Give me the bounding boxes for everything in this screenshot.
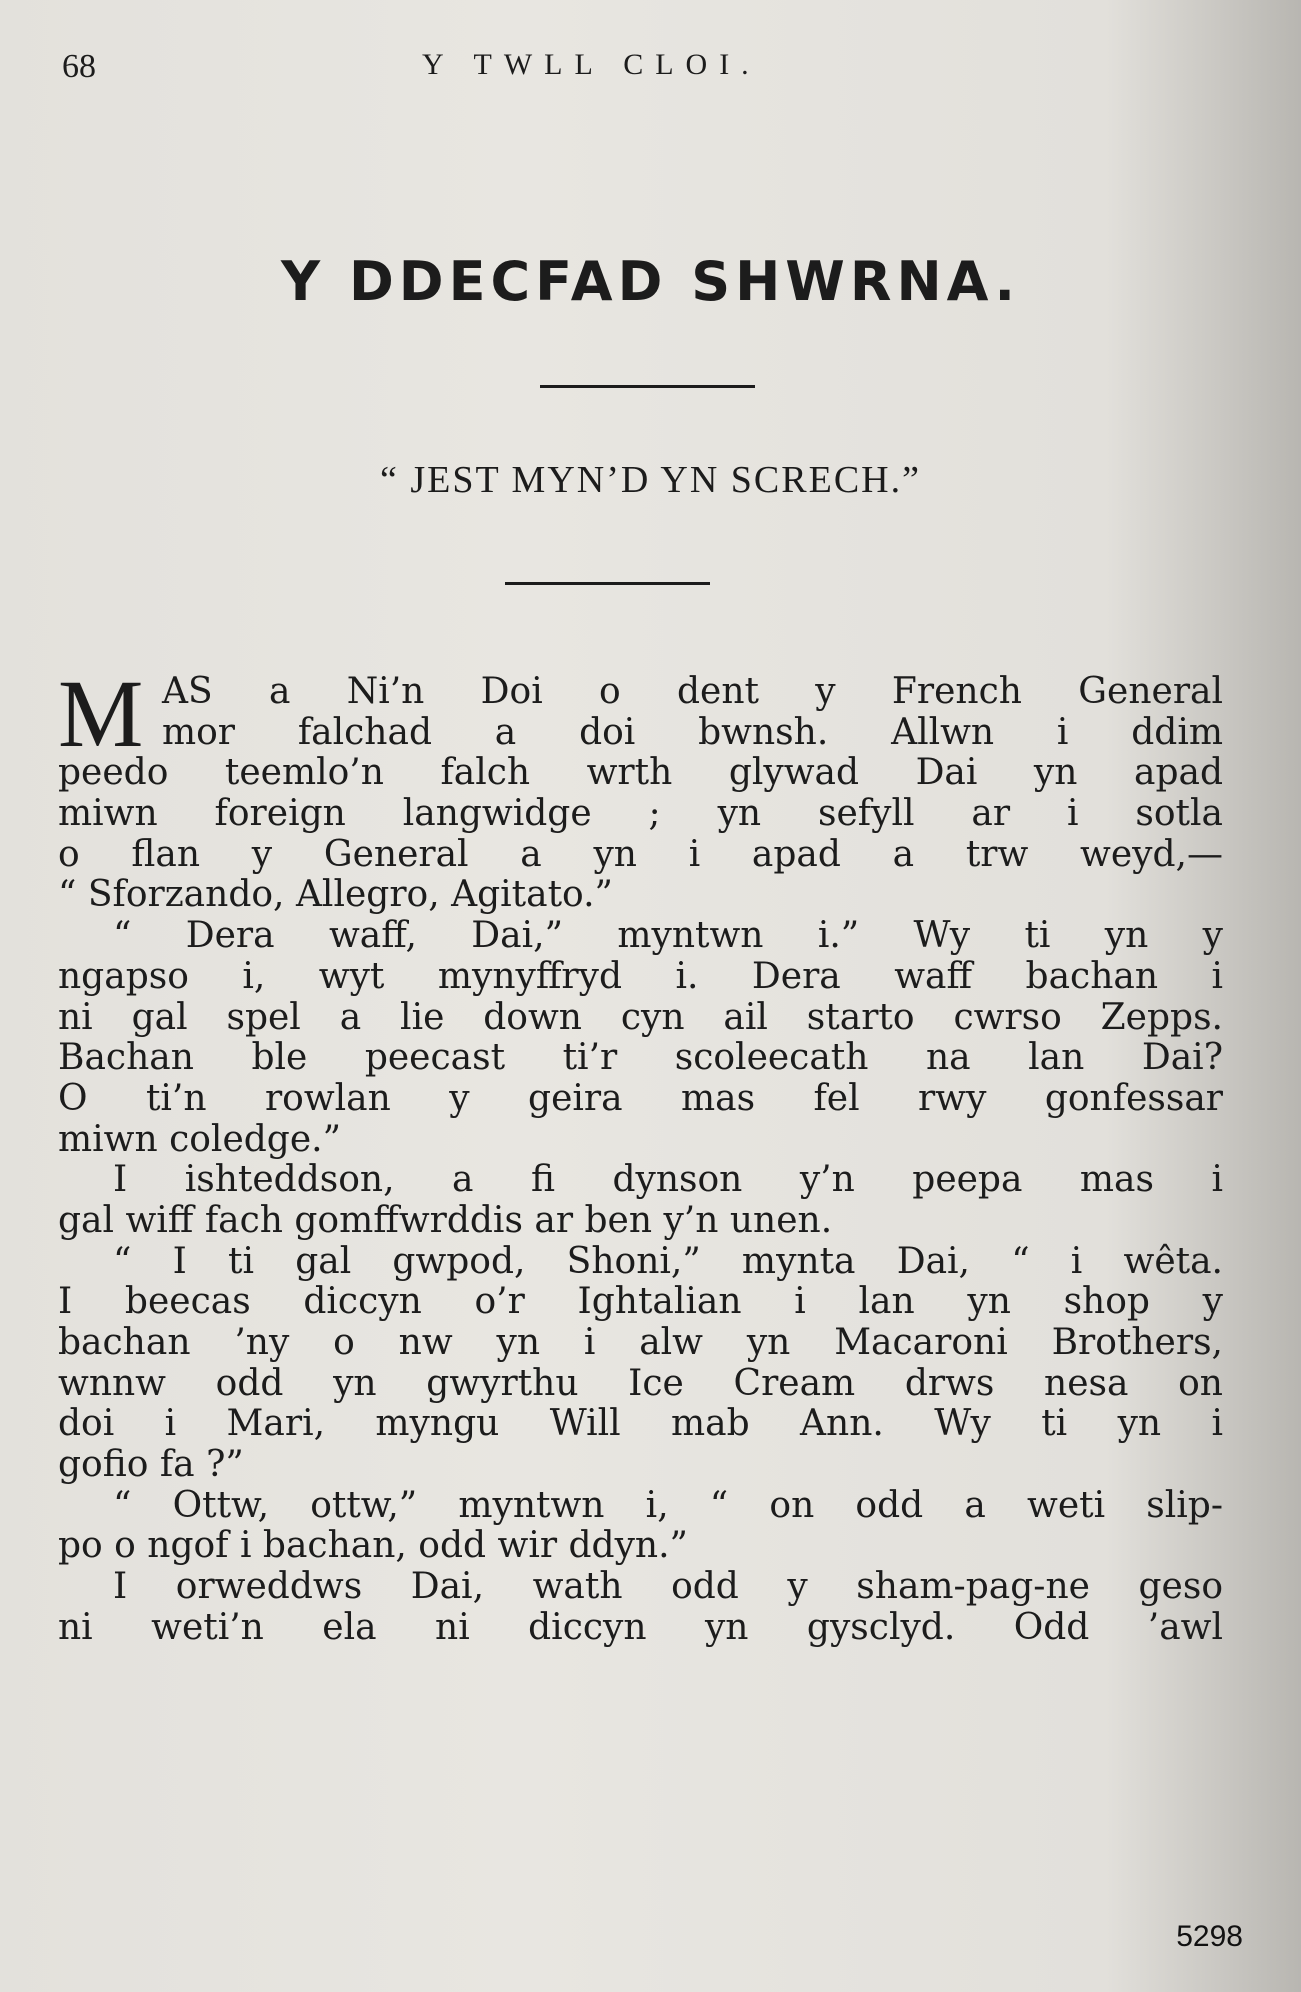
text-line: miwn foreign langwidge ; yn sefyll ar i sotla [58, 793, 1223, 835]
chapter-subtitle: “ JEST MYN’D YN SCRECH.” [380, 459, 921, 501]
text-line: ni weti’n ela ni diccyn yn gysclyd. Odd ’awl [58, 1606, 1223, 1648]
text-line: o flan y General a yn i apad a trw weyd,— [58, 833, 1223, 875]
text-line: ni gal spel a lie down cyn ail starto cwrso Zepps. [58, 996, 1223, 1038]
text-line: bachan ’ny o nw yn i alw yn Macaroni Brothers, [58, 1322, 1223, 1363]
drop-cap: M [58, 660, 144, 767]
text-line: doi i Mari, myngu Will mab Ann. Wy ti yn i [58, 1403, 1223, 1445]
text-line: O ti’n rowlan y geira mas fel rwy gonfessar [58, 1077, 1223, 1119]
text-line: I ishteddson, a fi dynson y’n peepa mas i [113, 1159, 1223, 1201]
text-line: gal wiff fach gomffwrddis ar ben y’n unen. [58, 1199, 833, 1241]
text-line: ngapso i, wyt mynyffryd i. Dera waff bachan i [58, 955, 1223, 997]
divider-rule [540, 385, 755, 388]
text-line: Bachan ble peecast ti’r scoleecath na lan Dai? [58, 1037, 1223, 1079]
text-line: I orweddws Dai, wath odd y sham-pag-ne geso [113, 1566, 1223, 1608]
text-line: wnnw odd yn gwyrthu Ice Cream drws nesa on [58, 1362, 1223, 1404]
catalog-number: 5298 [1176, 1920, 1243, 1953]
body-text [58, 660, 1223, 1649]
running-head: Y TWLL CLOI. [422, 48, 761, 81]
text-line: peedo teemlo’n falch wrth glywad Dai yn apad [58, 752, 1223, 794]
text-line: mor falchad a doi bwnsh. Allwn i ddim [162, 711, 1223, 753]
text-line: “ I ti gal gwpod, Shoni,” mynta Dai, “ i wêta. [113, 1240, 1223, 1282]
text-line: AS a Ni’n Doi o dent y French General [162, 671, 1223, 712]
text-line: I beecas diccyn o’r Ightalian i lan yn shop y [58, 1281, 1223, 1323]
text-line: “ Dera waff, Dai,” myntwn i.” Wy ti yn y [113, 915, 1223, 957]
page-number: 68 [62, 48, 96, 85]
text-line: miwn coledge.” [58, 1118, 341, 1160]
text-line: “ Ottw, ottw,” myntwn i, “ on odd a weti slip- [113, 1484, 1223, 1526]
page-header [62, 48, 1241, 108]
text-line: po o ngof i bachan, odd wir ddyn.” [58, 1525, 688, 1567]
chapter-title: Y DDECFAD SHWRNA. [281, 250, 1020, 313]
text-line: gofio fa ?” [58, 1444, 244, 1486]
text-line: “ Sforzando, Allegro, Agitato.” [58, 874, 613, 916]
divider-rule [505, 582, 710, 585]
